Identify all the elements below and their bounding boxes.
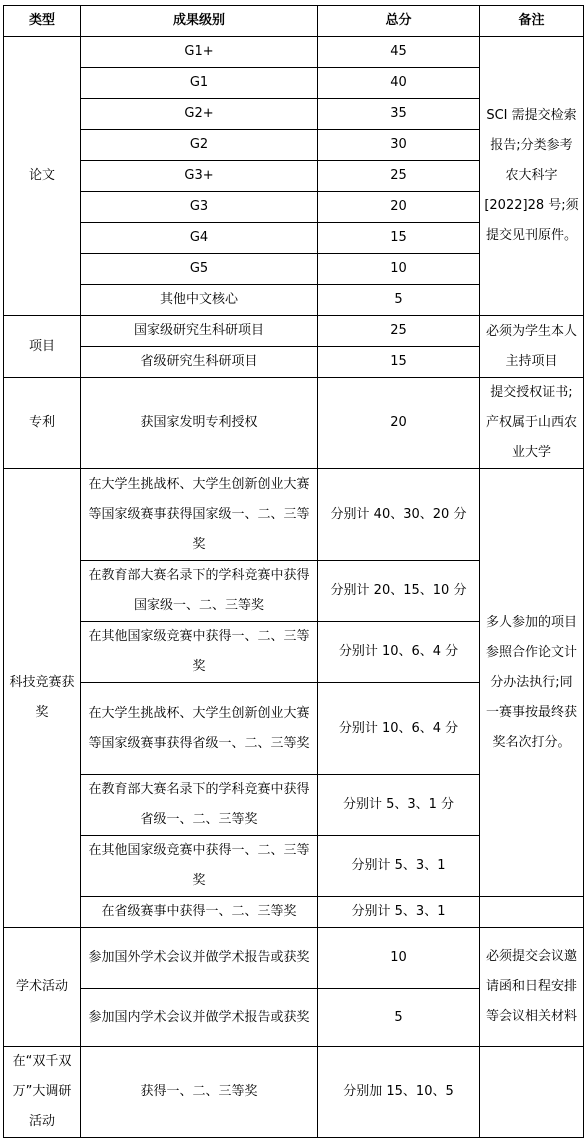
level-cell: 参加国内学术会议并做学术报告或获奖 bbox=[81, 989, 318, 1047]
level-cell: 获得一、二、三等奖 bbox=[81, 1047, 318, 1138]
level-cell: 在其他国家级竞赛中获得一、二、三等奖 bbox=[81, 622, 318, 683]
level-cell: 参加国外学术会议并做学术报告或获奖 bbox=[81, 928, 318, 989]
score-cell: 35 bbox=[318, 99, 480, 130]
table-row bbox=[4, 1047, 584, 1138]
header-score: 总分 bbox=[318, 6, 480, 37]
score-cell: 25 bbox=[318, 316, 480, 347]
table-row bbox=[4, 897, 584, 928]
level-cell: 省级研究生科研项目 bbox=[81, 347, 318, 378]
header-level: 成果级别 bbox=[81, 6, 318, 37]
level-cell: 在大学生挑战杯、大学生创新创业大赛等国家级赛事获得省级一、二、三等奖 bbox=[81, 683, 318, 775]
score-table bbox=[3, 5, 584, 1138]
score-cell: 分别计 40、30、20 分 bbox=[318, 469, 480, 561]
type-patent: 专利 bbox=[4, 378, 81, 469]
level-cell: 在其他国家级竞赛中获得一、二、三等奖 bbox=[81, 836, 318, 897]
note-project: 必须为学生本人主持项目 bbox=[480, 316, 584, 378]
level-cell: G1 bbox=[81, 68, 318, 99]
type-research: 在“双千双万”大调研活动 bbox=[4, 1047, 81, 1138]
score-cell: 5 bbox=[318, 989, 480, 1047]
score-cell: 分别计 20、15、10 分 bbox=[318, 561, 480, 622]
level-cell: 其他中文核心 bbox=[81, 285, 318, 316]
score-cell: 20 bbox=[318, 192, 480, 223]
table-row bbox=[4, 469, 584, 561]
score-cell: 分别计 5、3、1 bbox=[318, 897, 480, 928]
header-note: 备注 bbox=[480, 6, 584, 37]
score-cell: 15 bbox=[318, 347, 480, 378]
score-cell: 分别计 10、6、4 分 bbox=[318, 622, 480, 683]
level-cell: 在省级赛事中获得一、二、三等奖 bbox=[81, 897, 318, 928]
table-row bbox=[4, 378, 584, 469]
table-row bbox=[4, 316, 584, 347]
score-cell: 25 bbox=[318, 161, 480, 192]
level-cell: 在教育部大赛名录下的学科竞赛中获得省级一、二、三等奖 bbox=[81, 775, 318, 836]
note-academic: 必须提交会议邀请函和日程安排等会议相关材料 bbox=[480, 928, 584, 1047]
level-cell: G3 bbox=[81, 192, 318, 223]
header-row bbox=[4, 6, 584, 37]
score-cell: 15 bbox=[318, 223, 480, 254]
header-type: 类型 bbox=[4, 6, 81, 37]
type-project: 项目 bbox=[4, 316, 81, 378]
level-cell: 在大学生挑战杯、大学生创新创业大赛等国家级赛事获得国家级一、二、三等奖 bbox=[81, 469, 318, 561]
score-cell: 5 bbox=[318, 285, 480, 316]
score-cell: 分别计 10、6、4 分 bbox=[318, 683, 480, 775]
level-cell: G2+ bbox=[81, 99, 318, 130]
type-academic: 学术活动 bbox=[4, 928, 81, 1047]
score-cell: 分别计 5、3、1 bbox=[318, 836, 480, 897]
level-cell: 国家级研究生科研项目 bbox=[81, 316, 318, 347]
score-cell: 10 bbox=[318, 928, 480, 989]
level-cell: 在教育部大赛名录下的学科竞赛中获得国家级一、二、三等奖 bbox=[81, 561, 318, 622]
score-cell: 分别加 15、10、5 bbox=[318, 1047, 480, 1138]
level-cell: 获国家发明专利授权 bbox=[81, 378, 318, 469]
level-cell: G1+ bbox=[81, 37, 318, 68]
level-cell: G4 bbox=[81, 223, 318, 254]
score-cell: 40 bbox=[318, 68, 480, 99]
note-paper: SCI 需提交检索报告;分类参考农大科字[2022]28 号;须提交见刊原件。 bbox=[480, 37, 584, 316]
type-paper: 论文 bbox=[4, 37, 81, 316]
score-cell: 10 bbox=[318, 254, 480, 285]
level-cell: G5 bbox=[81, 254, 318, 285]
table-row bbox=[4, 37, 584, 68]
type-competition: 科技竞赛获奖 bbox=[4, 469, 81, 928]
table-row bbox=[4, 928, 584, 989]
score-cell: 分别计 5、3、1 分 bbox=[318, 775, 480, 836]
level-cell: G3+ bbox=[81, 161, 318, 192]
note-patent: 提交授权证书;产权属于山西农业大学 bbox=[480, 378, 584, 469]
note-competition: 多人参加的项目参照合作论文计分办法执行;同一赛事按最终获奖名次打分。 bbox=[480, 469, 584, 897]
note-research bbox=[480, 1047, 584, 1138]
note-empty bbox=[480, 897, 584, 928]
level-cell: G2 bbox=[81, 130, 318, 161]
score-cell: 45 bbox=[318, 37, 480, 68]
score-cell: 20 bbox=[318, 378, 480, 469]
score-cell: 30 bbox=[318, 130, 480, 161]
